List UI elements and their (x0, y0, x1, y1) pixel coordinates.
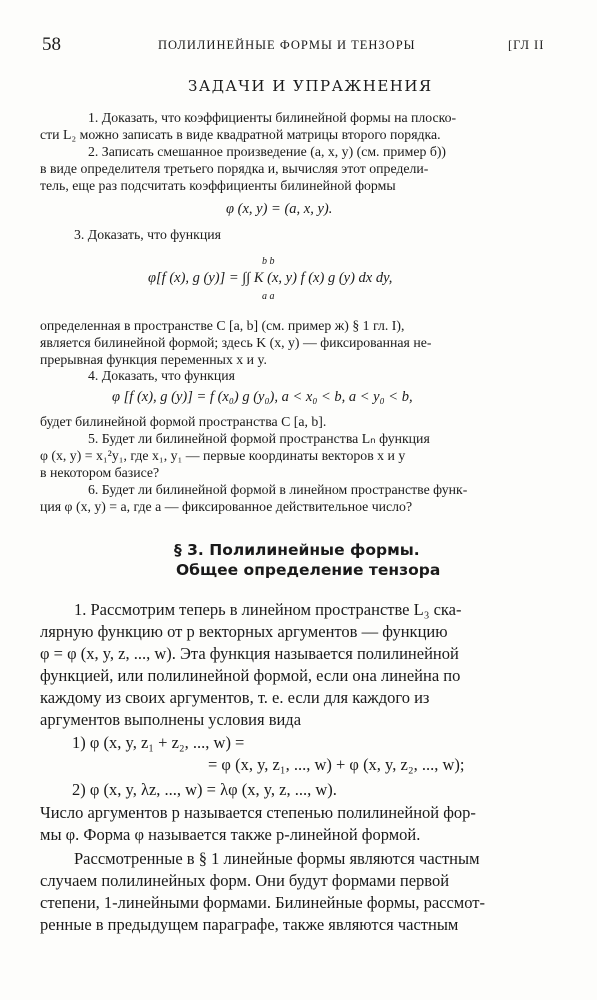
exercise-line: будет билинейной формой пространства C [a, b]. (40, 414, 327, 429)
exercise-line: φ (x, y) = x₁²y₁, где x₁, y₁ — первые координаты векторов x и y (40, 448, 406, 463)
body-line: 1. Рассмотрим теперь в линейном пространстве L₃ ска- (74, 600, 462, 619)
body-line: функцией, или полилинейной формой, если она линейна по (40, 666, 461, 685)
exercise-line: 4. Доказать, что функция (88, 368, 235, 383)
body-line: ренные в предыдущем параграфе, также являются частным (40, 915, 459, 934)
exercise-line: ция φ (x, y) = a, где a — фиксированное действительное число? (40, 499, 413, 514)
body-line: мы φ. Форма φ называется также p-линейной формой. (40, 825, 421, 844)
page-header (0, 34, 597, 56)
formula-integral: φ[f (x), g (y)] = ∫∫ K (x, y) f (x) g (y) dx dy, (148, 270, 393, 286)
body-line: случаем полилинейных форм. Они будут формами первой (40, 871, 450, 890)
integral-upper-limits: b b (262, 256, 275, 267)
exercises-heading: ЗАДАЧИ И УПРАЖНЕНИЯ (188, 77, 433, 95)
body-line: каждому из своих аргументов, т. е. если для каждого из (40, 688, 430, 707)
section-title-line-2: Общее определение тензора (176, 561, 441, 579)
exercise-line: определенная в пространстве C [a, b] (см. пример ж) § 1 гл. I), (40, 318, 405, 333)
formula-mixed-product: φ (x, y) = (a, x, y). (226, 201, 333, 217)
exercise-line: 2. Записать смешанное произведение (a, x, y) (см. пример б)) (88, 144, 447, 159)
condition-1: 1) φ (x, y, z₁ + z₂, ..., w) = (72, 733, 245, 752)
body-line: φ = φ (x, y, z, ..., w). Эта функция называется полилинейной (40, 644, 459, 663)
exercise-line: 3. Доказать, что функция (74, 227, 221, 242)
exercise-line: в виде определителя третьего порядка и, вычисляя этот определи- (40, 161, 429, 176)
condition-2: 2) φ (x, y, λz, ..., w) = λφ (x, y, z, ..., w). (72, 780, 337, 799)
body-line: аргументов выполнены условия вида (40, 710, 302, 729)
exercise-line: 6. Будет ли билинейной формой в линейном пространстве функ- (88, 482, 468, 497)
page-number: 58 (42, 34, 61, 55)
exercise-line: 5. Будет ли билинейной формой пространства Lₙ функция (88, 431, 430, 446)
condition-1-continued: = φ (x, y, z₁, ..., w) + φ (x, y, z₂, ..., w); (208, 755, 465, 774)
exercise-line: 1. Доказать, что коэффициенты билинейной формы на плоско- (88, 110, 457, 125)
exercise-line: сти L₂ можно записать в виде квадратной матрицы второго порядка. (40, 127, 441, 142)
chapter-label: [ГЛ II (508, 38, 545, 52)
body-line: Рассмотренные в § 1 линейные формы являются частным (74, 849, 480, 868)
exercise-line: является билинейной формой; здесь K (x, y) — фиксированная не- (40, 335, 432, 350)
body-line: лярную функцию от p векторных аргументов — функцию (40, 622, 448, 641)
running-title: ПОЛИЛИНЕЙНЫЕ ФОРМЫ И ТЕНЗОРЫ (158, 38, 416, 52)
formula-point-values: φ [f (x), g (y)] = f (x₀) g (y₀), a < x₀ < b, a < y₀ < b, (112, 389, 413, 405)
section-title-line-1: § 3. Полилинейные формы. (174, 541, 420, 559)
integral-lower-limits: a a (262, 291, 275, 302)
body-line: Число аргументов p называется степенью полилинейной фор- (40, 803, 476, 822)
exercise-line: прерывная функция переменных x и y. (40, 352, 267, 367)
exercise-line: в некотором базисе? (40, 465, 160, 480)
exercise-line: тель, еще раз подсчитать коэффициенты билинейной формы (40, 178, 396, 193)
body-line: степени, 1-линейными формами. Билинейные формы, рассмот- (40, 893, 485, 912)
